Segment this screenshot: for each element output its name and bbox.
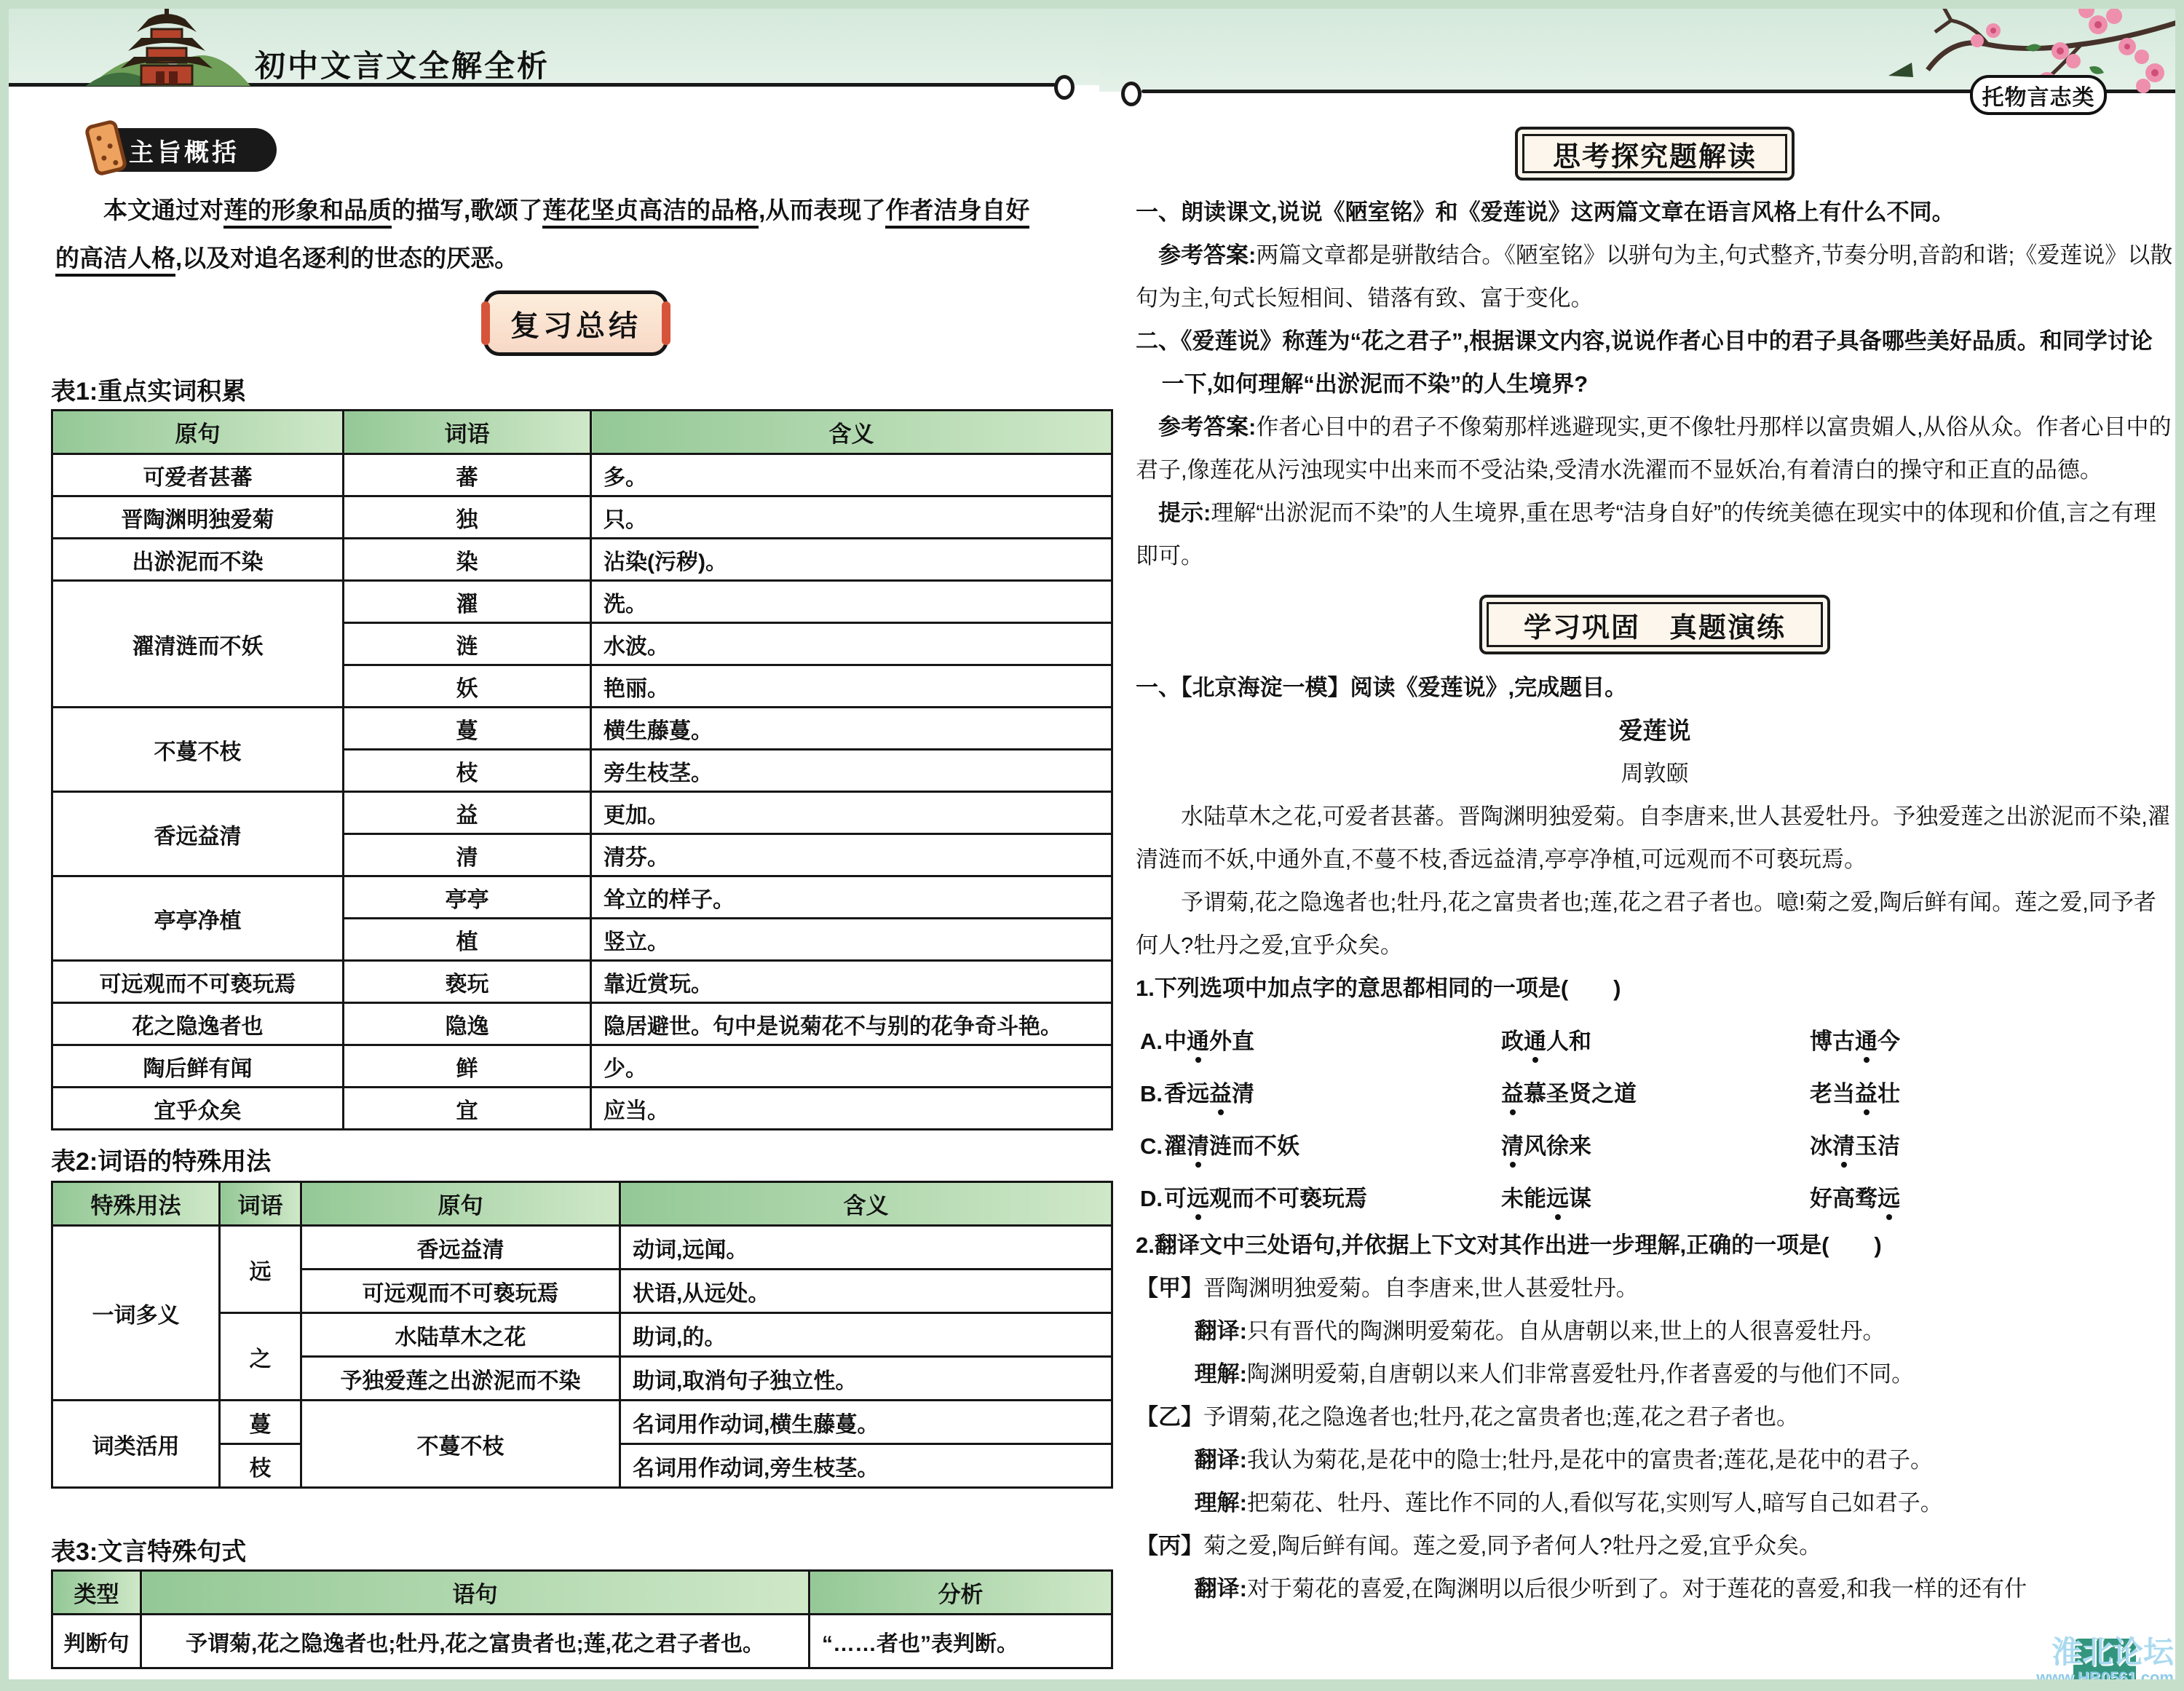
table-row bbox=[52, 1226, 1112, 1270]
table-row bbox=[52, 792, 1112, 834]
table-row bbox=[52, 961, 1112, 1003]
table-cell: 动词,远闻。 bbox=[620, 1226, 1112, 1270]
text-block bbox=[1136, 1567, 2174, 1610]
table-cell: 独 bbox=[344, 496, 591, 539]
text-content: 未能 bbox=[1501, 1185, 1546, 1211]
table-cell: 清芬。 bbox=[591, 834, 1112, 876]
column-header: 类型 bbox=[52, 1571, 141, 1615]
table-cell: 隐逸 bbox=[344, 1003, 591, 1045]
option-cell bbox=[1810, 1023, 2174, 1056]
table-cell: 洗。 bbox=[591, 581, 1112, 623]
badge-main-idea bbox=[92, 128, 277, 172]
text-content: 晋陶渊明独爱菊。自李唐来,世人甚爱牡丹。 bbox=[1203, 1275, 1639, 1301]
column-header: 原句 bbox=[301, 1182, 620, 1226]
table-cell: 可远观而不可亵玩焉 bbox=[52, 961, 344, 1003]
table3-title: 表3:文言特殊句式 bbox=[51, 1538, 247, 1566]
table-head bbox=[52, 1182, 1112, 1226]
option-cell bbox=[1501, 1128, 1810, 1160]
text-label: 翻译: bbox=[1194, 1576, 1247, 1601]
text-content: 涟而不妖 bbox=[1209, 1133, 1299, 1159]
summary-segment: 的描写,歌颂了 bbox=[392, 197, 543, 223]
dotted-char: 益 bbox=[1855, 1075, 1878, 1108]
option-cell bbox=[1810, 1180, 2174, 1213]
table-body bbox=[52, 1615, 1112, 1668]
table-row bbox=[52, 1088, 1112, 1130]
text-block bbox=[1136, 881, 2174, 967]
text-block bbox=[1136, 405, 2174, 491]
text-block bbox=[1136, 1224, 2174, 1267]
explore-section bbox=[1136, 191, 2174, 577]
table-cell: 濯清涟而不妖 bbox=[52, 581, 344, 708]
text-label: 【乙】 bbox=[1136, 1404, 1203, 1430]
table-cell: 晋陶渊明独爱菊 bbox=[52, 496, 344, 539]
table-cell: 濯 bbox=[344, 581, 591, 623]
option-cell bbox=[1140, 1128, 1501, 1160]
table-row bbox=[52, 1045, 1112, 1088]
badge-section-explore: 思考探究题解读 bbox=[1515, 127, 1795, 181]
column-header: 含义 bbox=[591, 411, 1112, 454]
text-label: 理解: bbox=[1194, 1490, 1247, 1516]
text-block bbox=[1136, 1395, 2174, 1438]
option-label: B. bbox=[1140, 1080, 1163, 1106]
text-content: 把菊花、牡丹、莲比作不同的人,看似写花,实则写人,暗写自己如君子。 bbox=[1246, 1490, 1943, 1516]
column-header: 分析 bbox=[810, 1571, 1112, 1615]
table-cell: 妖 bbox=[344, 665, 591, 708]
text-block bbox=[1136, 320, 2174, 405]
dotted-char: 清 bbox=[1832, 1128, 1855, 1160]
text-content: 濯 bbox=[1164, 1133, 1187, 1159]
table-cell: 水波。 bbox=[591, 623, 1112, 665]
option-cell bbox=[1140, 1023, 1501, 1056]
text-label: 【甲】 bbox=[1136, 1275, 1203, 1301]
summary-segment: 本文通过对 bbox=[103, 197, 223, 223]
table-cell: 涟 bbox=[344, 623, 591, 665]
table1-title: 表1:重点实词积累 bbox=[51, 378, 247, 405]
table-cell: 横生藤蔓。 bbox=[591, 708, 1112, 750]
text-content: 外直 bbox=[1209, 1028, 1254, 1054]
table-cell: 多。 bbox=[591, 454, 1112, 496]
table-cell: 亭亭 bbox=[344, 876, 591, 919]
header-row bbox=[52, 1571, 1112, 1615]
text-content: 香远 bbox=[1164, 1080, 1209, 1106]
text-label: 参考答案: bbox=[1158, 414, 1257, 440]
column-header: 词语 bbox=[344, 411, 591, 454]
watermark bbox=[2036, 1636, 2174, 1687]
header-row bbox=[52, 411, 1112, 454]
scroll-icon bbox=[80, 118, 132, 181]
table-cell: 不蔓不枝 bbox=[301, 1401, 620, 1488]
table-head bbox=[52, 1571, 1112, 1615]
dotted-char: 远 bbox=[1187, 1180, 1209, 1213]
option-cell bbox=[1140, 1075, 1501, 1108]
text-label: 提示: bbox=[1158, 500, 1211, 526]
table-cell: 助词,取消句子独立性。 bbox=[620, 1357, 1112, 1401]
table-row bbox=[52, 708, 1112, 750]
text-block bbox=[1136, 666, 2174, 709]
option-label: A. bbox=[1140, 1028, 1163, 1054]
text-content: 清 bbox=[1232, 1080, 1254, 1106]
table-cell: 不蔓不枝 bbox=[52, 708, 344, 792]
table-cell: 亭亭净植 bbox=[52, 876, 344, 961]
dotted-char: 通 bbox=[1524, 1023, 1546, 1056]
summary-line bbox=[55, 234, 1073, 282]
table-row bbox=[52, 581, 1112, 623]
badge-main-idea-label: 主旨概括 bbox=[129, 138, 240, 167]
usage-table bbox=[51, 1181, 1113, 1489]
text-content: 玉洁 bbox=[1855, 1133, 1900, 1159]
table-cell: 宜乎众矣 bbox=[52, 1088, 344, 1130]
dotted-char: 通 bbox=[1855, 1023, 1878, 1056]
text-content: 好高骛 bbox=[1810, 1185, 1878, 1211]
text-block bbox=[1136, 1353, 2174, 1395]
table-row bbox=[52, 1615, 1112, 1668]
table-cell: 枝 bbox=[344, 750, 591, 792]
text-content: 今 bbox=[1878, 1028, 1900, 1054]
table-cell: 清 bbox=[344, 834, 591, 876]
summary-segment: ,从而表现了 bbox=[759, 197, 886, 223]
dotted-char: 远 bbox=[1546, 1180, 1569, 1213]
summary-segment: 作者洁身自好 bbox=[885, 197, 1029, 229]
text-block bbox=[1136, 234, 2174, 320]
table-cell: 名词用作动词,横生藤蔓。 bbox=[620, 1401, 1112, 1444]
table-cell: 可爱者甚蕃 bbox=[52, 454, 344, 496]
column-header: 词语 bbox=[220, 1182, 301, 1226]
table-row bbox=[52, 496, 1112, 539]
text-block bbox=[1136, 795, 2174, 881]
text-content: 人和 bbox=[1546, 1028, 1591, 1054]
option-label: D. bbox=[1140, 1185, 1163, 1211]
text-content: 壮 bbox=[1878, 1080, 1900, 1106]
table-cell: 艳丽。 bbox=[591, 665, 1112, 708]
divider-ring-icon bbox=[1054, 75, 1075, 100]
table-cell: 蕃 bbox=[344, 454, 591, 496]
page-title: 初中文言文全解全析 bbox=[255, 49, 550, 83]
table-head bbox=[52, 411, 1112, 454]
text-block bbox=[1136, 1481, 2174, 1524]
watermark-site-name: 淮北论坛 bbox=[2051, 1634, 2174, 1669]
table-cell: 鲜 bbox=[344, 1045, 591, 1088]
text-label: 翻译: bbox=[1194, 1447, 1247, 1473]
text-content: 风徐来 bbox=[1524, 1133, 1591, 1159]
table-cell: 植 bbox=[344, 919, 591, 961]
sentence-pattern-table bbox=[51, 1569, 1113, 1669]
table-cell: 一词多义 bbox=[52, 1226, 220, 1401]
text-content: 观而不可亵玩焉 bbox=[1209, 1185, 1367, 1211]
badge-review: 复习总结 bbox=[483, 290, 668, 356]
table-cell: 词类活用 bbox=[52, 1401, 220, 1488]
table-cell: 助词,的。 bbox=[620, 1313, 1112, 1357]
question1-options bbox=[1136, 1010, 2174, 1224]
text-block bbox=[1136, 1310, 2174, 1353]
column-header: 语句 bbox=[141, 1571, 810, 1615]
table-row bbox=[52, 454, 1112, 496]
column-header: 含义 bbox=[620, 1182, 1112, 1226]
dotted-char: 清 bbox=[1501, 1128, 1524, 1160]
table-cell: 隐居避世。句中是说菊花不与别的花争奇斗艳。 bbox=[591, 1003, 1112, 1045]
text-block bbox=[1136, 1438, 2174, 1481]
summary-segment: 莲花坚贞高洁的品格 bbox=[542, 197, 759, 229]
dotted-char: 远 bbox=[1878, 1180, 1900, 1213]
table-cell: 花之隐逸者也 bbox=[52, 1003, 344, 1045]
text-content: 中 bbox=[1164, 1028, 1187, 1054]
text-content: 谋 bbox=[1569, 1185, 1591, 1211]
option-label: C. bbox=[1140, 1133, 1163, 1159]
option-cell bbox=[1501, 1075, 1810, 1108]
table2-title: 表2:词语的特殊用法 bbox=[51, 1148, 272, 1176]
text-content: 予谓菊,花之隐逸者也;牡丹,花之富贵者也;莲,花之君子者也。噫!菊之爱,陶后鲜有闻。莲之爱,同予者何人?牡丹之爱,宜乎众矣。 bbox=[1136, 890, 2156, 958]
table-cell: 宜 bbox=[344, 1088, 591, 1130]
dotted-char: 清 bbox=[1187, 1128, 1209, 1160]
table-cell: 出淤泥而不染 bbox=[52, 539, 344, 581]
text-content: 周敦颐 bbox=[1621, 761, 1689, 786]
table-cell: 之 bbox=[220, 1313, 301, 1401]
text-block bbox=[1136, 752, 2174, 795]
text-content: 对于菊花的喜爱,在陶渊明以后很少听到了。对于莲花的喜爱,和我一样的还有什 bbox=[1246, 1576, 2027, 1601]
table-cell: 香远益清 bbox=[301, 1226, 620, 1270]
option-row bbox=[1140, 1170, 2174, 1222]
practice-section-bottom bbox=[1136, 1224, 2174, 1610]
table-body bbox=[52, 1226, 1112, 1488]
summary-paragraph bbox=[55, 186, 1073, 282]
header-row bbox=[52, 1182, 1112, 1226]
text-content: 博古 bbox=[1810, 1028, 1855, 1054]
text-content: 两篇文章都是骈散结合。《陋室铭》以骈句为主,句式整齐,节奏分明,音韵和谐;《爱莲说》以散句为主,句式长短相间、错落有致、富于变化。 bbox=[1136, 242, 2173, 311]
text-content: 老当 bbox=[1810, 1080, 1855, 1106]
table-cell: 香远益清 bbox=[52, 792, 344, 876]
right-column bbox=[1136, 127, 2174, 1610]
table-cell: 应当。 bbox=[591, 1088, 1112, 1130]
text-content: 一、朗读课文,说说《陋室铭》和《爱莲说》这两篇文章在语言风格上有什么不同。 bbox=[1136, 199, 1955, 225]
option-row bbox=[1140, 1065, 2174, 1117]
text-content: 作者心目中的君子不像菊那样逃避现实,更不像牡丹那样以富贵媚人,从俗从众。作者心目中的君子,像莲花从污浊现实中出来而不受沾染,受清水洗濯而不显妖冶,有着清白的操守和正直的品德。 bbox=[1136, 414, 2172, 483]
option-cell bbox=[1140, 1180, 1501, 1213]
table-cell: 可远观而不可亵玩焉 bbox=[301, 1270, 620, 1313]
text-block bbox=[1136, 709, 2174, 752]
table-cell: 益 bbox=[344, 792, 591, 834]
text-content: 予谓菊,花之隐逸者也;牡丹,花之富贵者也;莲,花之君子者也。 bbox=[1203, 1404, 1800, 1430]
table-row bbox=[52, 1003, 1112, 1045]
table-cell: 旁生枝茎。 bbox=[591, 750, 1112, 792]
text-content: 水陆草木之花,可爱者甚蕃。晋陶渊明独爱菊。自李唐来,世人甚爱牡丹。予独爱莲之出淤泥而不染,濯清涟而不妖,中通外直,不蔓不枝,香远益清,亭亭净植,可远观而不可亵玩焉。 bbox=[1136, 804, 2170, 872]
summary-segment: 的高洁人格 bbox=[55, 245, 175, 277]
table-cell: 远 bbox=[220, 1226, 301, 1313]
table-cell: 只。 bbox=[591, 496, 1112, 539]
text-label: 理解: bbox=[1194, 1361, 1247, 1387]
dotted-char: 益 bbox=[1209, 1075, 1232, 1108]
vocab-table bbox=[51, 409, 1113, 1130]
option-row bbox=[1140, 1013, 2174, 1065]
watermark-site-url: www.HB0561.com bbox=[2036, 1668, 2174, 1687]
pagoda-illustration bbox=[86, 0, 253, 86]
dotted-char: 益 bbox=[1501, 1075, 1524, 1108]
table-cell: 状语,从远处。 bbox=[620, 1270, 1112, 1313]
table-cell: 水陆草木之花 bbox=[301, 1313, 620, 1357]
category-tag: 托物言志类 bbox=[1970, 75, 2107, 115]
table-cell: 靠近赏玩。 bbox=[591, 961, 1112, 1003]
table-row bbox=[52, 1401, 1112, 1444]
option-cell bbox=[1501, 1023, 1810, 1056]
summary-segment: ,以及对追名逐利的世态的厌恶。 bbox=[175, 245, 519, 272]
text-block bbox=[1136, 191, 2174, 234]
badge-section-practice: 学习巩固 真题演练 bbox=[1479, 595, 1830, 654]
table-cell: 沾染(污秽)。 bbox=[591, 539, 1112, 581]
table-cell: 陶后鲜有闻 bbox=[52, 1045, 344, 1088]
table-cell: 枝 bbox=[220, 1444, 301, 1488]
table-cell: 蔓 bbox=[220, 1401, 301, 1444]
text-block bbox=[1136, 491, 2174, 577]
text-content: 理解“出淤泥而不染”的人生境界,重在思考“洁身自好”的传统美德在现实中的体现和价值,言之有理即可。 bbox=[1136, 500, 2156, 569]
table-cell: 予谓菊,花之隐逸者也;牡丹,花之富贵者也;莲,花之君子者也。 bbox=[141, 1615, 810, 1668]
text-content: 政 bbox=[1501, 1028, 1524, 1054]
table-cell: 亵玩 bbox=[344, 961, 591, 1003]
option-cell bbox=[1810, 1128, 2174, 1160]
summary-segment: 莲的形象和品质 bbox=[223, 197, 392, 229]
table-cell: “……者也”表判断。 bbox=[810, 1615, 1112, 1668]
text-content: 2.翻译文中三处语句,并依据上下文对其作出进一步理解,正确的一项是( ) bbox=[1136, 1232, 1882, 1258]
option-cell bbox=[1810, 1075, 2174, 1108]
table-cell: 蔓 bbox=[344, 708, 591, 750]
text-content: 我认为菊花,是花中的隐士;牡丹,是花中的富贵者;莲花,是花中的君子。 bbox=[1246, 1447, 1933, 1473]
option-cell bbox=[1501, 1180, 1810, 1213]
text-content: 一、【北京海淀一模】阅读《爱莲说》,完成题目。 bbox=[1136, 675, 1628, 700]
text-label: 【丙】 bbox=[1136, 1533, 1203, 1559]
text-label: 参考答案: bbox=[1158, 242, 1257, 268]
option-row bbox=[1140, 1117, 2174, 1170]
table-cell: 判断句 bbox=[52, 1615, 141, 1668]
text-content: 二、《爱莲说》称莲为“花之君子”,根据课文内容,说说作者心目中的君子具备哪些美好品质。和同学讨论一下,如何理解“出淤泥而不染”的人生境界? bbox=[1136, 328, 2153, 397]
table-cell: 少。 bbox=[591, 1045, 1112, 1088]
table-cell: 竖立。 bbox=[591, 919, 1112, 961]
text-content: 慕圣贤之道 bbox=[1524, 1080, 1637, 1106]
table-cell: 更加。 bbox=[591, 792, 1112, 834]
text-content: 1.下列选项中加点字的意思都相同的一项是( ) bbox=[1136, 975, 1621, 1001]
table-cell: 耸立的样子。 bbox=[591, 876, 1112, 919]
table-cell: 名词用作动词,旁生枝茎。 bbox=[620, 1444, 1112, 1488]
table-cell: 染 bbox=[344, 539, 591, 581]
text-label: 翻译: bbox=[1194, 1318, 1247, 1344]
column-header: 原句 bbox=[52, 411, 344, 454]
divider-ring-icon bbox=[1121, 82, 1142, 106]
summary-line bbox=[55, 186, 1073, 234]
text-content: 菊之爱,陶后鲜有闻。莲之爱,同予者何人?牡丹之爱,宜乎众矣。 bbox=[1203, 1533, 1822, 1559]
dotted-char: 通 bbox=[1187, 1023, 1209, 1056]
text-content: 可 bbox=[1164, 1185, 1187, 1211]
column-header: 特殊用法 bbox=[52, 1182, 220, 1226]
table-row bbox=[52, 876, 1112, 919]
text-content: 爱莲说 bbox=[1618, 717, 1691, 744]
table-row bbox=[52, 539, 1112, 581]
table-body bbox=[52, 454, 1112, 1130]
text-content: 只有晋代的陶渊明爱菊花。自从唐朝以来,世上的人很喜爱牡丹。 bbox=[1246, 1318, 1886, 1344]
text-content: 陶渊明爱菊,自唐朝以来人们非常喜爱牡丹,作者喜爱的与他们不同。 bbox=[1246, 1361, 1915, 1387]
practice-section-top bbox=[1136, 666, 2174, 1010]
table-cell: 予独爱莲之出淤泥而不染 bbox=[301, 1357, 620, 1401]
text-block bbox=[1136, 967, 2174, 1010]
text-block bbox=[1136, 1524, 2174, 1567]
text-block bbox=[1136, 1267, 2174, 1310]
text-content: 冰 bbox=[1810, 1133, 1832, 1159]
